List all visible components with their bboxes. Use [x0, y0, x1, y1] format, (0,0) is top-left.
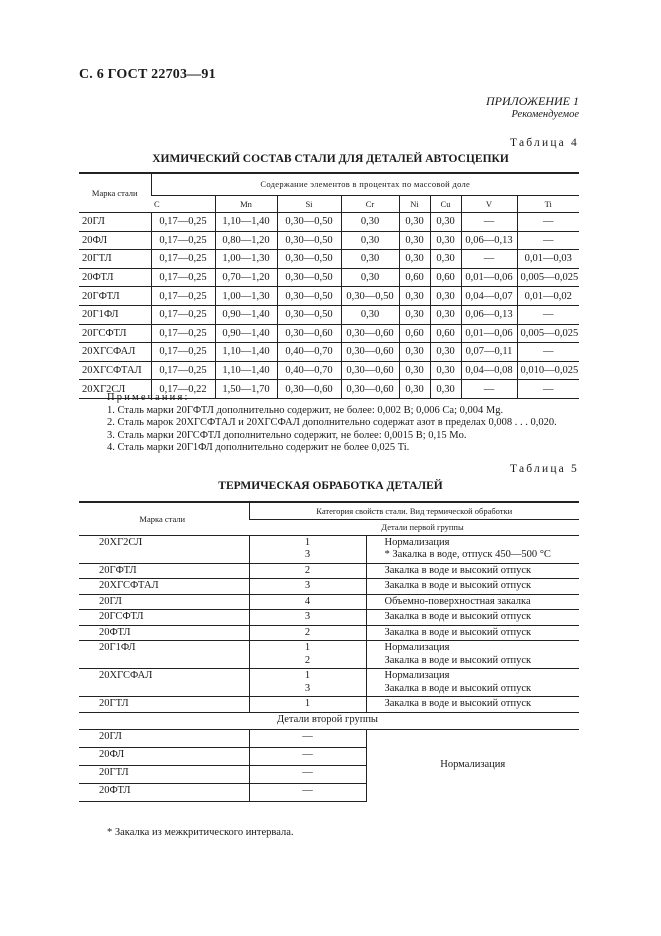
steel-mark-cell: 20ХГСФАЛ [79, 669, 249, 697]
value-cell: 0,80—1,20 [215, 231, 277, 250]
col-category-header: Категория свойств стали. Вид термической обработки [249, 502, 579, 520]
steel-mark-cell: 20ГФТЛ [79, 287, 151, 306]
value-cell: 0,30 [341, 268, 399, 287]
category-value: 3 [304, 549, 311, 560]
value-cell: 0,60 [399, 324, 430, 343]
steel-mark-cell: 20Г1ФЛ [79, 305, 151, 324]
table-row [79, 305, 579, 324]
steel-mark-cell: 20ГФТЛ [79, 563, 249, 579]
value-cell: 0,30 [430, 305, 461, 324]
table-row [79, 563, 579, 579]
steel-mark-cell: 20ГТЛ [79, 697, 249, 713]
value-cell: 0,90—1,40 [215, 305, 277, 324]
category-value: 1 [304, 698, 311, 709]
steel-mark-cell: 20ХГ2СЛ [79, 535, 249, 563]
steel-mark-cell: 20ГСФТЛ [79, 324, 151, 343]
value-cell: 0,40—0,70 [277, 361, 341, 380]
group1-header: Детали первой группы [249, 520, 579, 536]
note-item: 1. Сталь марки 20ГФТЛ дополнительно содержит, не более: 0,002 B; 0,006 Ca; 0,004 Mg. [107, 404, 504, 416]
value-cell: 0,30 [341, 231, 399, 250]
value-cell: 0,06—0,13 [461, 231, 517, 250]
note-item: 3. Сталь марки 20ГСФТЛ дополнительно содержит, не более: 0,0015 B; 0,15 Mo. [107, 429, 467, 441]
table-row [79, 535, 579, 563]
value-cell: 0,30 [399, 380, 430, 399]
element-header: V [461, 196, 517, 213]
table5-title: ТЕРМИЧЕСКАЯ ОБРАБОТКА ДЕТАЛЕЙ [218, 480, 443, 492]
heat-treatment-table [79, 501, 579, 802]
steel-mark-cell: 20ХГ2СЛ [79, 380, 151, 399]
treatment-value: Закалка в воде и высокий отпуск [384, 682, 532, 694]
steel-mark-cell: 20ГЛ [79, 729, 249, 747]
treatment-value: Нормализация [384, 670, 450, 681]
category-cell [249, 641, 366, 669]
value-cell: 0,17—0,25 [151, 361, 215, 380]
value-cell: — [517, 305, 579, 324]
steel-mark-cell: 20ГТЛ [79, 250, 151, 269]
steel-mark-cell: 20Г1ФЛ [79, 641, 249, 669]
value-cell: — [517, 343, 579, 362]
value-cell: 0,17—0,25 [151, 287, 215, 306]
table-row [79, 287, 579, 306]
value-cell: 0,30 [430, 380, 461, 399]
steel-mark-cell: 20ХГСФТАЛ [79, 579, 249, 595]
value-cell: 0,04—0,07 [461, 287, 517, 306]
notes-title: Примечания: [107, 392, 190, 403]
value-cell: 0,01—0,02 [517, 287, 579, 306]
value-cell: 0,17—0,25 [151, 268, 215, 287]
col-mark-header: Марка стали [79, 173, 151, 213]
appendix-block [486, 95, 579, 121]
treatment-cell [366, 669, 579, 697]
value-cell: 0,04—0,08 [461, 361, 517, 380]
treatment-value: Нормализация [384, 536, 450, 548]
table-row [79, 343, 579, 362]
value-cell: 0,30—0,60 [277, 324, 341, 343]
table-row [79, 641, 579, 669]
group2-treatment-cell: Нормализация [366, 729, 579, 801]
table-row [79, 594, 579, 610]
value-cell: 0,30 [341, 250, 399, 269]
value-cell: — [461, 250, 517, 269]
element-header: Ni [399, 196, 430, 213]
steel-mark-cell: 20ГСФТЛ [79, 610, 249, 626]
value-cell: 0,30 [399, 287, 430, 306]
table5-label: Таблица 5 [510, 463, 579, 475]
value-cell: 0,60 [430, 268, 461, 287]
value-cell: 0,30—0,60 [277, 380, 341, 399]
steel-mark-cell: 20ХГСФТАЛ [79, 361, 151, 380]
category-value: 1 [304, 642, 311, 653]
note-item: 4. Сталь марки 20Г1ФЛ дополнительно содержит не более 0,025 Ti. [107, 442, 410, 453]
value-cell: 0,30 [430, 287, 461, 306]
value-cell: 1,10—1,40 [215, 361, 277, 380]
value-cell: 0,01—0,06 [461, 268, 517, 287]
value-cell: 0,30 [399, 305, 430, 324]
value-cell: 0,30—0,50 [277, 231, 341, 250]
value-cell: 0,90—1,40 [215, 324, 277, 343]
category-value: 4 [304, 595, 311, 607]
category-value: 2 [304, 654, 311, 666]
value-cell: 0,17—0,25 [151, 231, 215, 250]
appendix-title: ПРИЛОЖЕНИЕ 1 [486, 94, 579, 108]
value-cell: 0,30 [430, 361, 461, 380]
treatment-value: * Закалка в воде, отпуск 450—500 °С [384, 549, 551, 560]
category-cell [249, 697, 366, 713]
steel-mark-cell: 20ФТЛ [79, 625, 249, 641]
value-cell: 0,07—0,11 [461, 343, 517, 362]
steel-mark-cell: 20ХГСФАЛ [79, 343, 151, 362]
table-row [79, 231, 579, 250]
category-value: 1 [304, 536, 311, 548]
category-value: 3 [304, 580, 311, 591]
treatment-cell [366, 594, 579, 610]
value-cell: 0,17—0,25 [151, 343, 215, 362]
table-row [79, 324, 579, 343]
value-cell: 0,30 [399, 231, 430, 250]
category-cell: — [249, 765, 366, 783]
category-cell [249, 563, 366, 579]
table4-title: ХИМИЧЕСКИЙ СОСТАВ СТАЛИ ДЛЯ ДЕТАЛЕЙ АВТОСЦЕПКИ [152, 153, 509, 165]
treatment-value: Нормализация [384, 642, 450, 653]
value-cell: 0,30 [430, 343, 461, 362]
table-row [79, 697, 579, 713]
table-row [79, 250, 579, 269]
treatment-cell [366, 563, 579, 579]
value-cell: — [461, 380, 517, 399]
value-cell: 0,01—0,06 [461, 324, 517, 343]
treatment-cell [366, 625, 579, 641]
value-cell: 0,30—0,60 [341, 324, 399, 343]
value-cell: 0,30—0,50 [277, 213, 341, 232]
value-cell: 1,00—1,30 [215, 250, 277, 269]
value-cell: 0,30—0,60 [341, 343, 399, 362]
chemical-composition-table [79, 172, 579, 399]
value-cell: 0,005—0,025 [517, 324, 579, 343]
value-cell: 0,30 [399, 213, 430, 232]
treatment-cell [366, 610, 579, 626]
value-cell: — [517, 380, 579, 399]
note-item: 2. Сталь марок 20ХГСФТАЛ и 20ХГСФАЛ дополнительно содержат азот в пределах 0,008 . . . 0,020. [107, 417, 557, 428]
value-cell: 0,30—0,50 [277, 305, 341, 324]
group2-header: Детали второй группы [79, 712, 579, 729]
treatment-value: Объемно-поверхностная закалка [384, 595, 531, 607]
value-cell: 0,30—0,60 [341, 361, 399, 380]
value-cell: 0,17—0,25 [151, 250, 215, 269]
steel-mark-cell: 20ФТЛ [79, 783, 249, 801]
value-cell: 0,30 [341, 213, 399, 232]
element-header: Cu [430, 196, 461, 213]
steel-mark-cell: 20ГЛ [79, 594, 249, 610]
table-row [79, 361, 579, 380]
value-cell: 0,30 [399, 343, 430, 362]
value-cell: 0,30 [399, 250, 430, 269]
value-cell: — [517, 231, 579, 250]
steel-mark-cell: 20ФЛ [79, 231, 151, 250]
value-cell: 0,010—0,025 [517, 361, 579, 380]
element-header: Si [277, 196, 341, 213]
value-cell: 0,30—0,50 [277, 250, 341, 269]
col-mark-header: Марка стали [79, 502, 249, 535]
category-cell [249, 610, 366, 626]
value-cell: 0,60 [399, 268, 430, 287]
treatment-cell [366, 641, 579, 669]
treatment-value: Закалка в воде и высокий отпуск [384, 564, 532, 576]
treatment-cell [366, 579, 579, 595]
table-row [79, 579, 579, 595]
table4-label: Таблица 4 [510, 137, 579, 149]
category-cell: — [249, 783, 366, 801]
value-cell: 0,30 [399, 361, 430, 380]
value-cell: 1,10—1,40 [215, 343, 277, 362]
element-header: Cr [341, 196, 399, 213]
table-row [79, 213, 579, 232]
element-header: Ti [517, 196, 579, 213]
category-cell: — [249, 729, 366, 747]
value-cell: — [517, 213, 579, 232]
category-cell: — [249, 747, 366, 765]
value-cell: 0,30—0,60 [341, 380, 399, 399]
value-cell: 0,30 [341, 305, 399, 324]
table-row [79, 669, 579, 697]
value-cell: 0,30 [430, 231, 461, 250]
treatment-value: Закалка в воде и высокий отпуск [384, 626, 532, 638]
category-value: 2 [304, 564, 311, 576]
table-row [79, 268, 579, 287]
value-cell: 0,70—1,20 [215, 268, 277, 287]
category-value: 3 [304, 611, 311, 622]
value-cell: 0,17—0,25 [151, 305, 215, 324]
table-row [79, 610, 579, 626]
category-cell [249, 594, 366, 610]
value-cell: 0,005—0,025 [517, 268, 579, 287]
treatment-value: Закалка в воде и высокий отпуск [384, 611, 532, 622]
category-cell [249, 625, 366, 641]
value-cell: 0,30—0,50 [341, 287, 399, 306]
value-cell: 1,10—1,40 [215, 213, 277, 232]
value-cell: 0,30 [430, 250, 461, 269]
treatment-value: Закалка в воде и высокий отпуск [384, 654, 532, 666]
appendix-subtitle: Рекомендуемое [511, 109, 579, 120]
treatment-value: Закалка в воде и высокий отпуск [384, 580, 532, 591]
value-cell: 0,17—0,25 [151, 213, 215, 232]
steel-mark-cell: 20ФТЛ [79, 268, 151, 287]
treatment-value: Закалка в воде и высокий отпуск [384, 698, 532, 709]
treatment-cell [366, 697, 579, 713]
element-header: C [151, 196, 215, 213]
category-value: 2 [304, 626, 311, 638]
steel-mark-cell: 20ГЛ [79, 213, 151, 232]
category-cell [249, 535, 366, 563]
treatment-cell [366, 535, 579, 563]
value-cell: 0,60 [430, 324, 461, 343]
value-cell: 1,50—1,70 [215, 380, 277, 399]
value-cell: 0,06—0,13 [461, 305, 517, 324]
value-cell: 0,40—0,70 [277, 343, 341, 362]
table4-notes [107, 392, 557, 455]
value-cell: 0,30—0,50 [277, 287, 341, 306]
value-cell: — [461, 213, 517, 232]
col-group-header: Содержание элементов в процентах по массовой доле [151, 173, 579, 196]
category-value: 3 [304, 682, 311, 694]
value-cell: 1,00—1,30 [215, 287, 277, 306]
value-cell: 0,30 [430, 213, 461, 232]
value-cell: 0,01—0,03 [517, 250, 579, 269]
value-cell: 0,30—0,50 [277, 268, 341, 287]
value-cell: 0,17—0,25 [151, 324, 215, 343]
category-cell [249, 579, 366, 595]
footnote: * Закалка из межкритического интервала. [107, 827, 294, 838]
table-row [79, 729, 579, 747]
page-header: С. 6 ГОСТ 22703—91 [79, 67, 216, 82]
steel-mark-cell: 20ФЛ [79, 747, 249, 765]
value-cell: 0,17—0,22 [151, 380, 215, 399]
element-header: Mn [215, 196, 277, 213]
table-row [79, 625, 579, 641]
category-value: 1 [304, 670, 311, 681]
category-cell [249, 669, 366, 697]
steel-mark-cell: 20ГТЛ [79, 765, 249, 783]
